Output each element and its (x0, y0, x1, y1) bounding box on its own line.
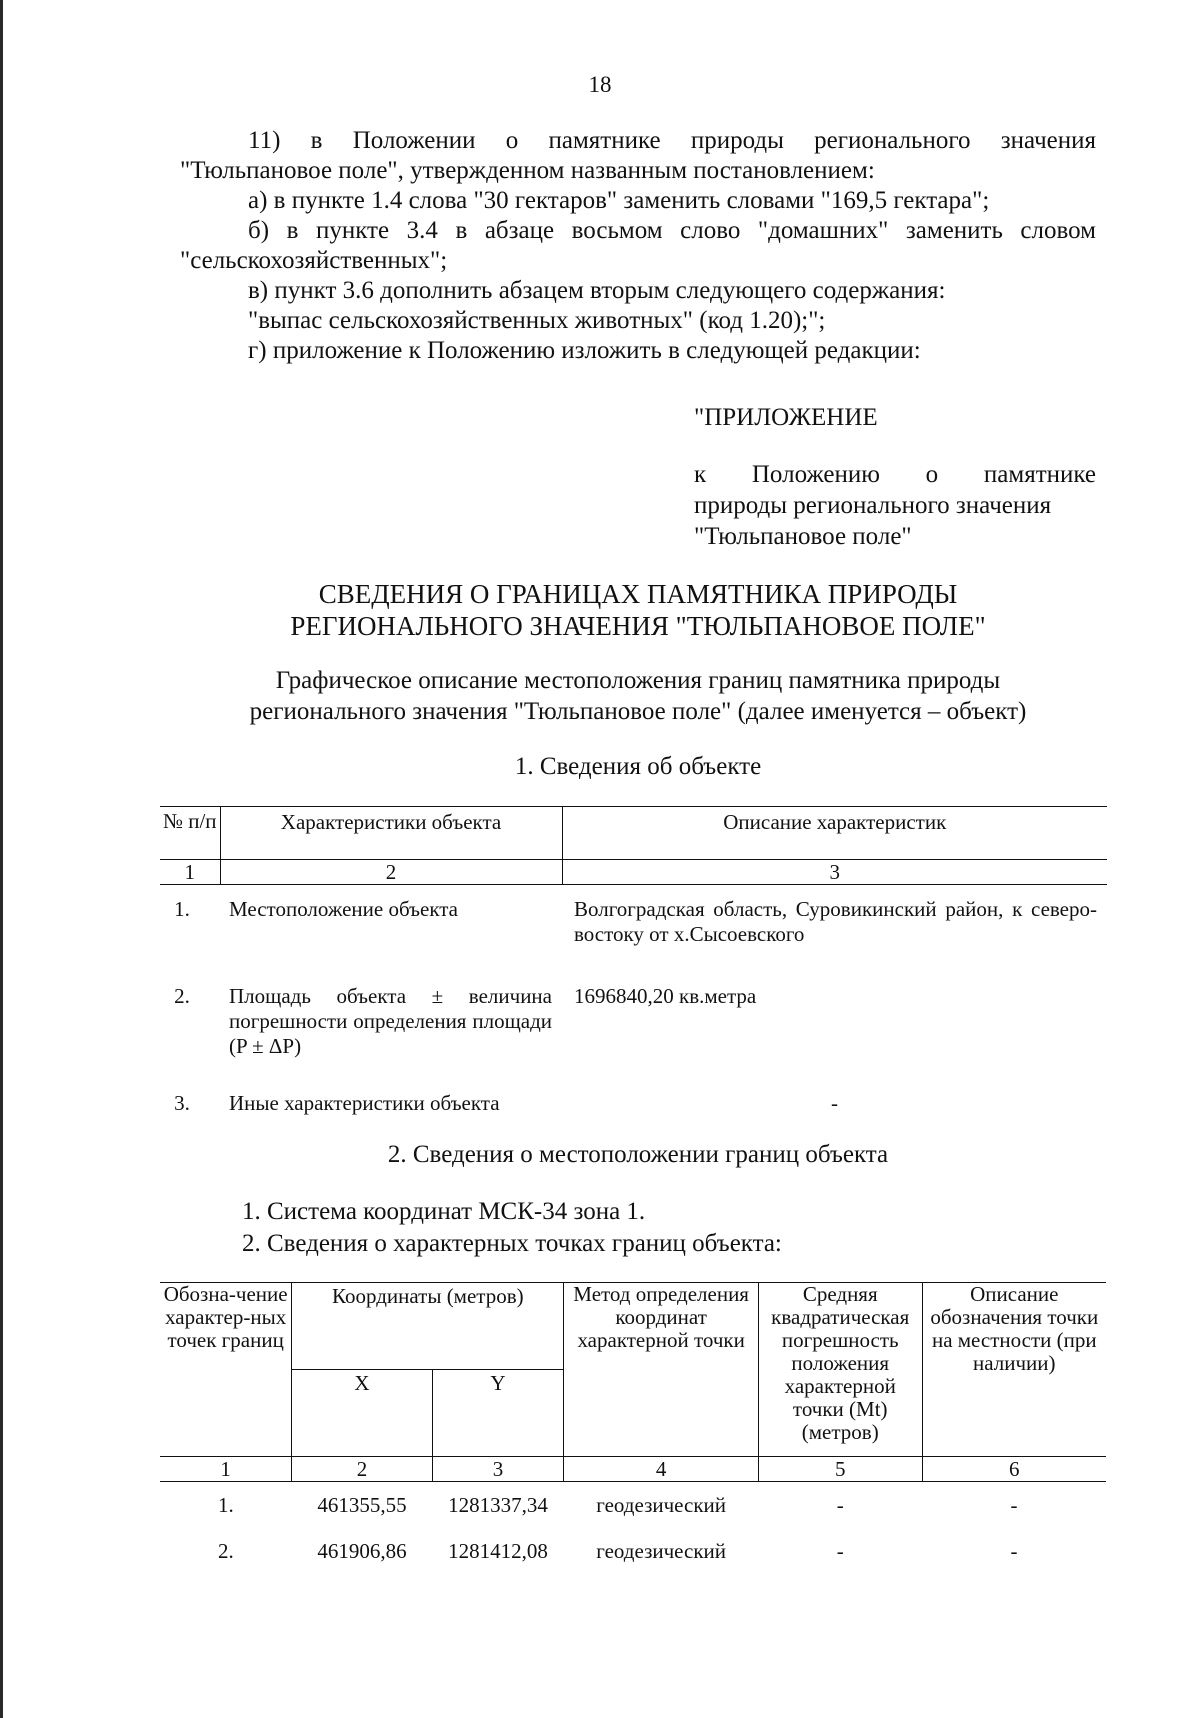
point-error: - (836, 1539, 844, 1563)
table-row (160, 1482, 1106, 1529)
point-x: 461906,86 (317, 1539, 407, 1563)
col-number-2: 2 (292, 1457, 432, 1482)
col-number-5: 5 (758, 1457, 922, 1482)
amendment-a: а) в пункте 1.4 слова "30 гектаров" заменить словами "169,5 гектара"; (248, 187, 990, 214)
row-name: Иные характеристики объекта (229, 1091, 500, 1115)
header-characteristics: Характеристики объекта (220, 807, 562, 860)
scan-edge-line (0, 0, 3, 1718)
table-row (160, 972, 1107, 1079)
main-title-line1: СВЕДЕНИЯ О ГРАНИЦАХ ПАМЯТНИКА ПРИРОДЫ (318, 579, 958, 609)
point-description: - (1010, 1539, 1018, 1563)
amendment-g: г) приложение к Положению изложить в следующей редакции: (248, 337, 921, 364)
table-row (160, 885, 1107, 973)
subtitle-line2: регионального значения "Тюльпановое поле" (далее именуется – объект) (249, 698, 1027, 725)
appendix-line1: к Положению о памятнике (694, 461, 1096, 488)
section2-title: 2. Сведения о местоположении границ объекта (387, 1141, 889, 1168)
amendment-11-line2: "Тюльпановое поле", утвержденном названным постановлением: (180, 157, 875, 184)
page-number: 18 (588, 72, 612, 97)
row-value: Волгоградская область, Суровикинский район, к северо-востоку от х.Сысоевского (574, 897, 1097, 946)
amendment-11-line1: 11) в Положении о памятнике природы регионального значения (248, 127, 1096, 154)
row-value: - (831, 1091, 838, 1115)
header-description: Описание характеристик (562, 807, 1107, 860)
point-id: 2. (218, 1539, 234, 1563)
header-number: № п/п (160, 807, 220, 860)
amendment-v-quote: "выпас сельскохозяйственных животных" (код 1.20);"; (248, 307, 826, 334)
header-coordinates: Координаты (метров) (292, 1283, 564, 1370)
table-row (160, 1079, 1107, 1116)
header-x: X (292, 1370, 432, 1457)
header-point-description: Описание обозначения точки на местности (при наличии) (922, 1283, 1106, 1457)
header-designation: Обозна-чение характер-ных точек границ (160, 1283, 292, 1457)
point-x: 461355,55 (317, 1493, 407, 1517)
header-error: Средняя квадратическая погрешность положения характерной точки (Mt) (метров) (758, 1283, 922, 1457)
appendix-line3: "Тюльпановое поле" (694, 523, 912, 550)
subtitle (150, 665, 1126, 727)
col-number-3: 3 (432, 1457, 564, 1482)
main-title-line2: РЕГИОНАЛЬНОГО ЗНАЧЕНИЯ "ТЮЛЬПАНОВОЕ ПОЛЕ" (290, 611, 986, 641)
point-description: - (1010, 1493, 1018, 1517)
row-name: Площадь объекта ± величина погрешности определения площади (P ± ΔP) (229, 984, 552, 1058)
appendix-line2: природы регионального значения (694, 492, 1052, 519)
appendix-block (694, 402, 1096, 433)
point-method: геодезический (596, 1493, 727, 1517)
amendment-b-line1: б) в пункте 3.4 в абзаце восьмом слово "домашних" заменить словом (248, 217, 1096, 244)
col-number-2: 2 (220, 860, 562, 885)
row-num: 2. (174, 984, 190, 1008)
point-y: 1281337,34 (448, 1493, 548, 1517)
amendment-v: в) пункт 3.6 дополнить абзацем вторым следующего содержания: (248, 277, 946, 304)
col-number-1: 1 (160, 860, 220, 885)
amendment-intro (180, 126, 1096, 366)
col-number-3: 3 (562, 860, 1107, 885)
appendix-title: "ПРИЛОЖЕНИЕ (694, 404, 878, 431)
header-y: Y (432, 1370, 564, 1457)
main-title (150, 578, 1126, 642)
coordinate-system: 1. Система координат МСК-34 зона 1. (242, 1198, 646, 1225)
col-number-6: 6 (922, 1457, 1106, 1482)
point-method: геодезический (596, 1539, 727, 1563)
points-info-title: 2. Сведения о характерных точках границ объекта: (242, 1230, 782, 1257)
row-value: 1696840,20 кв.метра (574, 984, 757, 1008)
section1-title: 1. Сведения об объекте (514, 753, 762, 780)
row-num: 1. (174, 897, 190, 921)
col-number-1: 1 (160, 1457, 292, 1482)
boundary-points-table (160, 1282, 1106, 1574)
row-name: Местоположение объекта (229, 897, 459, 921)
col-number-4: 4 (564, 1457, 759, 1482)
subtitle-line1: Графическое описание местоположения границ памятника природы (275, 667, 1001, 694)
header-method: Метод определения координат характерной точки (564, 1283, 759, 1457)
object-info-table (160, 806, 1107, 1116)
table-row (160, 1528, 1106, 1574)
amendment-b-line2: "сельскохозяйственных"; (180, 247, 448, 274)
row-num: 3. (174, 1091, 190, 1115)
point-y: 1281412,08 (448, 1539, 548, 1563)
coordinates-info (242, 1196, 1102, 1260)
point-id: 1. (218, 1493, 234, 1517)
appendix-reference (694, 459, 1096, 552)
point-error: - (836, 1493, 844, 1517)
